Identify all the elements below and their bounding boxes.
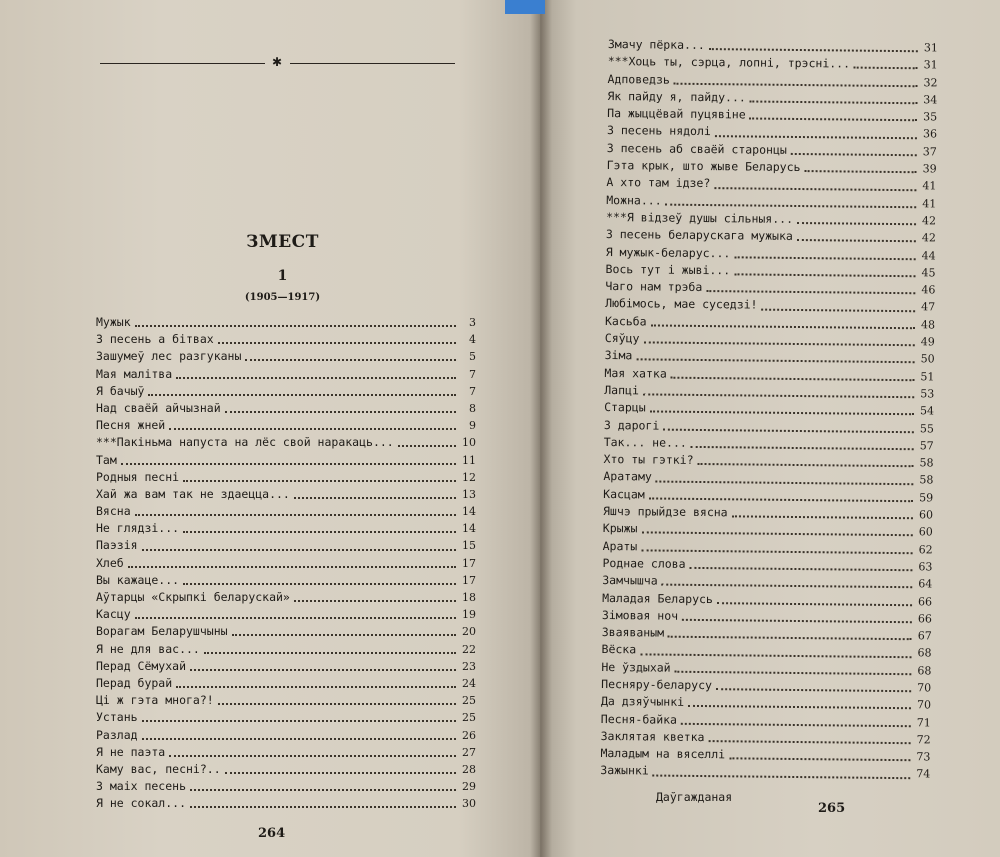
toc-entry-title: Паэзія xyxy=(96,538,138,553)
toc-leader-dots xyxy=(691,437,914,450)
toc-entry-title: Каму вас, песні?.. xyxy=(96,761,221,776)
toc-entry-page: 4 xyxy=(469,333,476,347)
toc-entry xyxy=(96,400,476,417)
toc-entry xyxy=(96,658,476,675)
toc-entry-title: Не ўздыхай xyxy=(601,659,671,675)
toc-entry-page: 57 xyxy=(919,439,934,453)
asterisk-ornament-icon: ✱ xyxy=(272,55,283,69)
toc-entry-title: Як пайду я, пайду... xyxy=(607,88,746,105)
toc-leader-dots xyxy=(656,471,914,485)
toc-entry-title: Вось тут і жыві... xyxy=(605,261,731,278)
toc-entry-page: 10 xyxy=(462,436,476,450)
toc-entry xyxy=(600,745,930,766)
toc-entry-title: Песня жней xyxy=(96,418,166,433)
toc-leader-dots xyxy=(732,506,913,519)
toc-entry-title: Не глядзі... xyxy=(96,521,180,536)
toc-leader-dots xyxy=(190,780,456,791)
toc-entry-title: Хай жа вам так не здаецца... xyxy=(96,486,290,501)
toc-entry-title: Замчышча xyxy=(602,573,658,588)
toc-entry-title: Да дзяўчынкі xyxy=(600,694,685,710)
toc-entry xyxy=(604,365,934,386)
toc-leader-dots xyxy=(674,73,918,87)
toc-entry-page: 47 xyxy=(921,300,936,314)
toc-entry-page: 11 xyxy=(462,453,476,467)
toc-leader-dots xyxy=(716,679,911,692)
toc-entry-page: 67 xyxy=(917,629,932,643)
ornament-divider xyxy=(100,55,455,70)
toc-entry-page: 66 xyxy=(917,612,932,626)
toc-entry-page: 28 xyxy=(462,762,476,776)
toc-leader-dots xyxy=(663,419,914,433)
page-number-left: 264 xyxy=(258,826,286,841)
toc-entry-title: Мая малітва xyxy=(96,366,173,381)
toc-entry-title: Змачу пёрка... xyxy=(607,36,705,53)
toc-entry-partial: Даўгажданая xyxy=(656,790,733,804)
toc-entry-page: 32 xyxy=(923,75,938,90)
toc-entry-title: Гэта крык, што жыве Беларусь xyxy=(606,158,801,175)
toc-entry-title: З маіх песень xyxy=(96,779,187,794)
background-edge xyxy=(505,0,545,14)
toc-entry-title: А хто там ідзе? xyxy=(606,175,711,191)
section-number: 1 xyxy=(277,268,288,284)
toc-entry xyxy=(96,589,476,606)
toc-entry-title: Я мужык-беларус... xyxy=(605,244,731,260)
toc-entry-title: Аўтарцы «Скрыпкі беларускай» xyxy=(96,590,290,604)
toc-entry xyxy=(96,469,476,486)
toc-entry-page: 48 xyxy=(920,318,936,332)
toc-entry-page: 18 xyxy=(462,591,476,604)
toc-entry-page: 14 xyxy=(462,505,476,519)
toc-leader-dots xyxy=(791,144,917,156)
toc-entry-title: Па жыццёвай пуцявіне xyxy=(607,106,746,122)
toc-entry-title: ***Я відзеў душы сільныя... xyxy=(606,209,794,226)
toc-leader-dots xyxy=(218,333,456,344)
toc-entry-page: 31 xyxy=(923,41,938,55)
toc-entry-page: 72 xyxy=(916,733,931,747)
toc-entry-page: 13 xyxy=(462,487,476,501)
toc-entry-title: Аратаму xyxy=(603,469,652,484)
toc-leader-dots xyxy=(717,593,912,606)
toc-entry-page: 37 xyxy=(922,145,937,159)
toc-leader-dots xyxy=(675,662,912,675)
toc-leader-dots xyxy=(649,488,914,502)
toc-entry-page: 25 xyxy=(462,711,476,725)
toc-leader-dots xyxy=(121,454,456,465)
toc-leader-dots xyxy=(662,575,913,589)
toc-entry-title: Зіма xyxy=(604,348,633,363)
toc-entry-title: Мужык xyxy=(96,315,131,329)
toc-entry-title: Зашумеў лес разгуканы xyxy=(96,349,242,364)
toc-leader-dots xyxy=(640,644,911,658)
toc-entry xyxy=(96,314,476,331)
toc-entry-title: Я не паэта xyxy=(96,744,166,759)
toc-entry xyxy=(96,366,476,383)
toc-entry xyxy=(603,503,933,524)
toc-entry-page: 49 xyxy=(920,335,935,349)
toc-entry xyxy=(96,727,476,744)
toc-entry xyxy=(600,762,930,783)
toc-entry-page: 71 xyxy=(916,715,931,729)
toc-entry-page: 7 xyxy=(469,367,476,381)
toc-leader-dots xyxy=(714,178,916,191)
toc-entry-title: Адповедзь xyxy=(607,71,670,87)
toc-entry-page: 5 xyxy=(469,350,476,364)
toc-leader-dots xyxy=(183,574,456,585)
toc-entry-title: Маладым на вяселлі xyxy=(600,746,726,762)
toc-entry xyxy=(96,795,476,812)
toc-entry xyxy=(96,675,476,692)
toc-leader-dots xyxy=(715,126,917,139)
toc-entry-title: Там xyxy=(96,452,117,467)
toc-entry-page: 12 xyxy=(462,470,476,484)
toc-entry-title: Касьба xyxy=(604,313,647,329)
toc-leader-dots xyxy=(128,557,456,568)
toc-leader-dots xyxy=(135,608,456,619)
toc-entry-title: Я не для вас... xyxy=(96,641,200,656)
toc-leader-dots xyxy=(218,694,456,705)
toc-entry-page: 58 xyxy=(919,473,934,487)
toc-leader-dots xyxy=(641,523,912,537)
toc-entry-title: Чаго нам трэба xyxy=(605,279,703,295)
toc-entry-page: 50 xyxy=(920,352,935,366)
toc-entry-title: Перад Сёмухай xyxy=(96,658,187,673)
toc-entry-page: 15 xyxy=(462,539,476,553)
toc-entry-page: 26 xyxy=(462,728,476,742)
toc-entry-page: 54 xyxy=(920,404,935,418)
toc-entry xyxy=(603,451,933,472)
toc-entry-page: 27 xyxy=(462,745,476,759)
toc-leader-dots xyxy=(398,436,456,447)
toc-leader-dots xyxy=(706,281,915,294)
toc-entry-title: Лапці xyxy=(604,382,639,398)
toc-leader-dots xyxy=(708,731,910,744)
toc-entry-title: Так... не... xyxy=(603,434,687,450)
toc-entry-title: Я не сокал... xyxy=(96,796,187,811)
toc-entry-page: 63 xyxy=(918,560,933,574)
toc-entry-page: 9 xyxy=(469,419,476,433)
toc-entry-page: 25 xyxy=(462,694,476,708)
toc-entry-title: Перад бурай xyxy=(96,675,173,690)
toc-entry-page: 66 xyxy=(918,594,933,608)
toc-leader-dots xyxy=(650,402,915,416)
toc-leader-dots xyxy=(651,315,916,329)
toc-entry-page: 60 xyxy=(918,508,934,522)
toc-leader-dots xyxy=(636,350,914,364)
section-years: (1905—1917) xyxy=(244,292,321,303)
toc-entry-page: 7 xyxy=(469,384,476,398)
toc-leader-dots xyxy=(204,643,456,654)
toc-leader-dots xyxy=(225,763,456,774)
toc-entry-title: З песень беларускага мужыка xyxy=(605,227,793,244)
toc-entry-page: 34 xyxy=(923,93,938,107)
toc-entry-title: Старцы xyxy=(604,400,646,415)
toc-entry-page: 44 xyxy=(921,248,936,263)
toc-leader-dots xyxy=(641,540,912,554)
toc-entry-title: Заклятая кветка xyxy=(600,728,705,744)
toc-entry-title: Роднае слова xyxy=(602,555,686,571)
toc-leader-dots xyxy=(750,92,918,105)
toc-leader-dots xyxy=(666,194,917,208)
toc-entry-page: 14 xyxy=(462,522,476,536)
toc-leader-dots xyxy=(671,367,915,381)
ornament-line-left xyxy=(100,63,265,64)
toc-entry-page: 70 xyxy=(916,698,932,712)
toc-entry-page: 17 xyxy=(462,573,476,587)
toc-entry-title: Зваяваным xyxy=(601,625,665,640)
toc-entry xyxy=(96,503,476,520)
toc-entry-title: З песень нядолі xyxy=(606,123,711,139)
toc-entry-title: Яшчэ прыйдзе вясна xyxy=(602,503,728,520)
toc-entry-page: 51 xyxy=(920,369,935,384)
toc-leader-dots xyxy=(682,610,912,623)
toc-leader-dots xyxy=(135,505,456,516)
toc-entry xyxy=(96,572,476,589)
toc-leader-dots xyxy=(183,471,456,482)
toc-entry-title: Любімось, мае суседзі! xyxy=(605,296,758,313)
toc-leader-dots xyxy=(169,419,456,430)
toc-entry-page: 53 xyxy=(920,387,935,401)
toc-leader-dots xyxy=(734,247,915,260)
toc-entry-page: 41 xyxy=(922,179,937,193)
toc-entry-page: 3 xyxy=(469,316,476,329)
toc-entry-page: 23 xyxy=(462,659,476,673)
toc-entry xyxy=(96,709,476,726)
toc-entry-title: Араты xyxy=(602,538,638,553)
toc-entry xyxy=(96,555,476,572)
toc-entry-title: Касцу xyxy=(96,607,131,622)
toc-entry xyxy=(96,778,476,795)
toc-leader-dots xyxy=(232,625,456,636)
toc-entry-title: Разлад xyxy=(96,727,138,742)
toc-leader-dots xyxy=(190,660,456,671)
toc-leader-dots xyxy=(698,454,914,467)
toc-entry-title: З песень аб сваёй старонцы xyxy=(606,140,787,157)
toc-entry-title: Устань xyxy=(96,710,138,725)
toc-entry xyxy=(96,641,476,658)
toc-leader-dots xyxy=(709,39,918,52)
toc-entry-page: 42 xyxy=(921,231,936,245)
toc-entry-page: 24 xyxy=(462,676,476,690)
toc-entry xyxy=(96,452,476,469)
toc-leader-dots xyxy=(135,316,456,327)
toc-leader-dots xyxy=(169,746,456,757)
toc-leader-dots xyxy=(142,540,456,551)
toc-entry-title: Песня-байка xyxy=(600,711,678,727)
toc-entry-page: 39 xyxy=(922,162,937,176)
toc-entry-title: Ці ж гэта многа?! xyxy=(96,693,214,708)
toc-leader-dots xyxy=(729,749,910,762)
toc-entry-title: Мая хатка xyxy=(604,365,667,381)
toc-entry-page: 41 xyxy=(922,196,937,211)
toc-entry-page: 70 xyxy=(917,681,932,695)
toc-leader-dots xyxy=(854,58,918,70)
toc-leader-dots xyxy=(294,488,456,499)
toc-entry xyxy=(96,623,476,640)
toc-entry-title: Касцам xyxy=(603,486,645,502)
toc-leader-dots xyxy=(690,558,913,571)
toc-entry-title: Я бачыў xyxy=(96,383,145,398)
ornament-line-right xyxy=(290,63,455,64)
toc-entry xyxy=(96,331,476,348)
toc-list-left xyxy=(96,314,476,812)
toc-entry-page: 68 xyxy=(917,663,932,678)
toc-entry-page: 22 xyxy=(462,642,476,656)
toc-leader-dots xyxy=(142,711,456,722)
toc-entry-page: 36 xyxy=(922,127,938,141)
toc-leader-dots xyxy=(190,797,456,808)
toc-entry-page: 29 xyxy=(462,780,476,794)
toc-leader-dots xyxy=(225,402,456,413)
toc-entry xyxy=(96,383,476,400)
toc-leader-dots xyxy=(643,384,914,398)
toc-leader-dots xyxy=(688,696,911,709)
toc-leader-dots xyxy=(668,627,912,641)
toc-leader-dots xyxy=(176,677,456,688)
toc-entry-title: Ворагам Беларушчыны xyxy=(96,624,228,639)
toc-entry-title: Маладая Беларусь xyxy=(602,590,713,606)
toc-entry-page: 60 xyxy=(918,525,933,539)
toc-entry-title: ***Хоць ты, сэрца, лопні, трэсні... xyxy=(607,54,851,71)
toc-entry xyxy=(96,348,476,365)
toc-entry-page: 19 xyxy=(462,608,476,622)
toc-entry-page: 62 xyxy=(918,542,933,557)
toc-entry xyxy=(96,692,476,709)
toc-entry-title: Вёска xyxy=(601,642,637,657)
toc-entry xyxy=(96,606,476,623)
toc-entry-title: Вясна xyxy=(96,504,131,519)
toc-entry-page: 74 xyxy=(916,767,931,781)
toc-leader-dots xyxy=(142,729,456,740)
toc-entry xyxy=(96,417,476,434)
toc-entry xyxy=(605,295,935,316)
toc-entry-title: З песень а бітвах xyxy=(96,332,214,347)
toc-entry-page: 55 xyxy=(919,421,934,435)
toc-entry-title: Хто ты гэткі? xyxy=(603,452,694,468)
toc-leader-dots xyxy=(750,109,918,122)
toc-leader-dots xyxy=(761,299,915,312)
toc-leader-dots xyxy=(294,591,456,602)
toc-list-right xyxy=(600,36,938,783)
toc-entry-page: 45 xyxy=(921,266,936,280)
toc-entry-page: 8 xyxy=(469,401,476,415)
toc-entry xyxy=(96,761,476,778)
toc-entry-page: 17 xyxy=(462,556,476,570)
toc-entry-page: 64 xyxy=(918,577,933,591)
toc-entry-title: Над сваёй айчызнай xyxy=(96,400,221,415)
toc-entry xyxy=(602,624,932,645)
toc-leader-dots xyxy=(804,161,916,173)
toc-entry-page: 68 xyxy=(917,646,932,660)
toc-leader-dots xyxy=(183,522,456,533)
toc-entry-title: Родныя песні xyxy=(96,469,180,484)
toc-entry xyxy=(96,434,476,451)
toc-entry xyxy=(96,537,476,554)
toc-leader-dots xyxy=(797,230,916,242)
toc-entry-title: Вы кажаце... xyxy=(96,572,180,587)
toc-entry xyxy=(96,520,476,537)
toc-entry-page: 58 xyxy=(919,456,934,470)
toc-entry-title: ***Пакіньма напуста на лёс свой наракаць... xyxy=(96,435,394,450)
toc-entry-title: Хлеб xyxy=(96,555,124,570)
toc-entry-title: Зімовая ноч xyxy=(601,607,679,623)
toc-entry-page: 30 xyxy=(462,797,476,811)
toc-leader-dots xyxy=(653,765,911,779)
toc-entry-title: Крыжы xyxy=(602,521,638,536)
toc-entry-page: 20 xyxy=(462,625,476,639)
toc-entry-page: 31 xyxy=(923,58,938,72)
toc-leader-dots xyxy=(643,333,914,347)
toc-entry-title: Сяўцу xyxy=(604,331,640,346)
toc-entry-title: З дарогі xyxy=(603,417,660,433)
book-gutter xyxy=(530,0,552,857)
page-number-right: 265 xyxy=(818,801,846,816)
toc-entry-page: 73 xyxy=(916,750,931,764)
toc-leader-dots xyxy=(681,714,911,727)
toc-entry-title: Можна... xyxy=(606,192,662,208)
toc-title: ЗМЕСТ xyxy=(246,232,319,252)
toc-entry xyxy=(96,486,476,503)
toc-entry-page: 35 xyxy=(923,110,938,124)
toc-entry-title: Зажынкі xyxy=(600,763,649,778)
toc-leader-dots xyxy=(245,350,456,361)
toc-entry-page: 59 xyxy=(919,491,934,505)
toc-entry xyxy=(96,744,476,761)
toc-entry-page: 46 xyxy=(921,283,936,297)
toc-leader-dots xyxy=(176,368,456,379)
toc-leader-dots xyxy=(734,264,915,277)
toc-leader-dots xyxy=(148,385,456,396)
toc-entry-page: 42 xyxy=(922,214,937,228)
toc-leader-dots xyxy=(797,213,916,225)
toc-entry-title: Песняру-беларусу xyxy=(601,676,713,693)
